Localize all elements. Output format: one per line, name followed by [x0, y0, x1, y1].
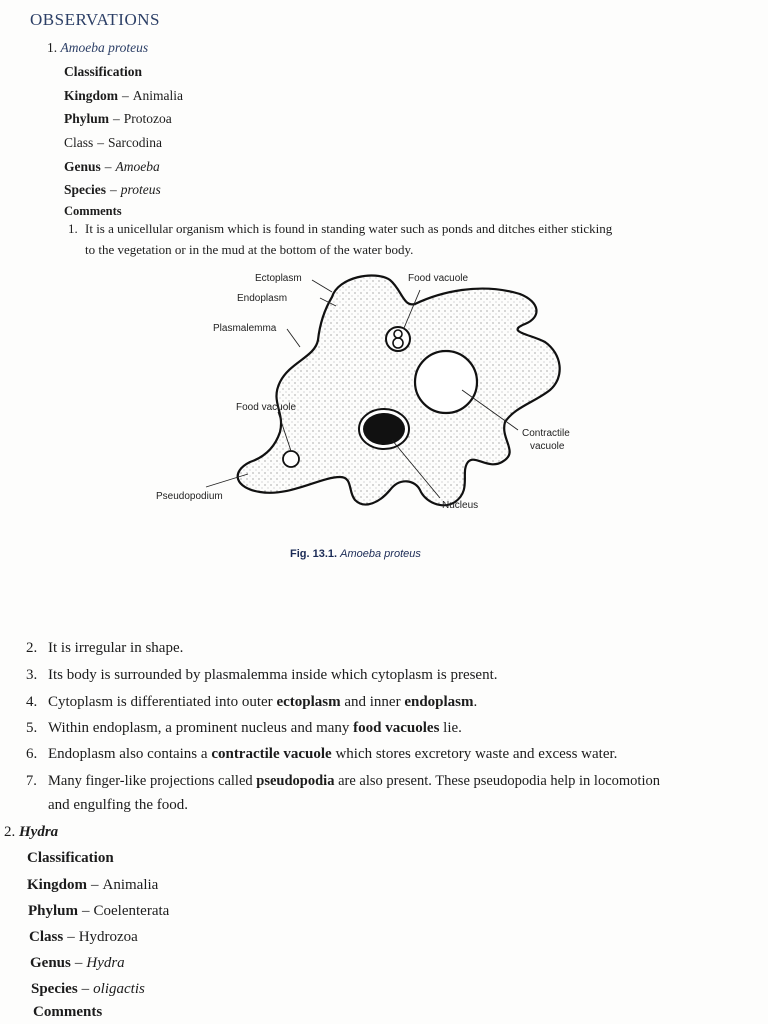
amoeba-phylum: Phylum – Protozoa: [64, 111, 172, 126]
hydra-kingdom: Kingdom – Animalia: [27, 877, 159, 893]
point-3: 3. Its body is surrounded by plasmalemma inside which cytoplasm is present.: [26, 667, 498, 683]
label-pseudopodium: Pseudopodium: [156, 491, 223, 502]
label-plasmalemma: Plasmalemma: [213, 323, 277, 334]
hydra-title: 2. Hydra: [4, 824, 59, 840]
amoeba-genus: Genus – Amoeba: [64, 159, 160, 174]
amoeba-kingdom: Kingdom – Animalia: [64, 88, 184, 103]
figure-caption: Fig. 13.1. Amoeba proteus: [290, 548, 421, 560]
point-7-continued: and engulfing the food.: [48, 797, 188, 813]
hydra-comments-label: Comments: [33, 1004, 103, 1020]
point-4: 4. Cytoplasm is differentiated into outer ectoplasm and inner endoplasm.: [26, 694, 478, 710]
contractile-vacuole: [415, 351, 477, 413]
hydra-phylum: Phylum – Coelenterata: [28, 903, 170, 919]
amoeba-title: [47, 40, 148, 56]
point-2: 2. It is irregular in shape.: [26, 640, 184, 656]
hydra-genus: Genus – Hydra: [30, 955, 125, 971]
point-6: 6. Endoplasm also contains a contractile vacuole which stores excretory waste and excess water.: [26, 746, 618, 762]
amoeba-name: Amoeba proteus: [60, 40, 149, 55]
amoeba-species: Species – proteus: [64, 182, 161, 197]
point-5: 5. Within endoplasm, a prominent nucleus and many food vacuoles lie.: [26, 720, 462, 736]
label-nucleus: Nucleus: [442, 500, 479, 511]
point-7: 7. Many finger-like projections called pseudopodia are also present. These pseudopodia help in locomotion: [26, 773, 660, 789]
label-ectoplasm: Ectoplasm: [255, 273, 302, 284]
amoeba-class: Class – Sarcodina: [64, 135, 162, 150]
amoeba-comment-1: 1. It is a unicellular organism which is found in standing water such as ponds and ditches either sticking to the vegetation or in the mud at the bottom of the water body.: [68, 221, 613, 257]
amoeba-comments-label: Comments: [64, 204, 122, 218]
amoeba-diagram: [150, 262, 600, 542]
section-heading: OBSERVATIONS: [30, 10, 160, 29]
label-contractile: Contractile: [522, 428, 570, 439]
label-vacuole: vacuole: [530, 441, 565, 452]
food-vacuole-left: [283, 451, 299, 467]
hydra-species: Species – oligactis: [31, 981, 145, 997]
label-food-vacuole-top: Food vacuole: [408, 273, 469, 284]
amoeba-number: 1.: [47, 40, 58, 55]
hydra-classification-label: Classification: [27, 850, 114, 866]
label-endoplasm: Endoplasm: [237, 293, 288, 304]
hydra-class: Class – Hydrozoa: [29, 929, 138, 945]
amoeba-classification-label: Classification: [64, 64, 143, 79]
label-food-vacuole-left: Food vacuole: [236, 402, 297, 413]
amoeba-body: [238, 275, 560, 505]
